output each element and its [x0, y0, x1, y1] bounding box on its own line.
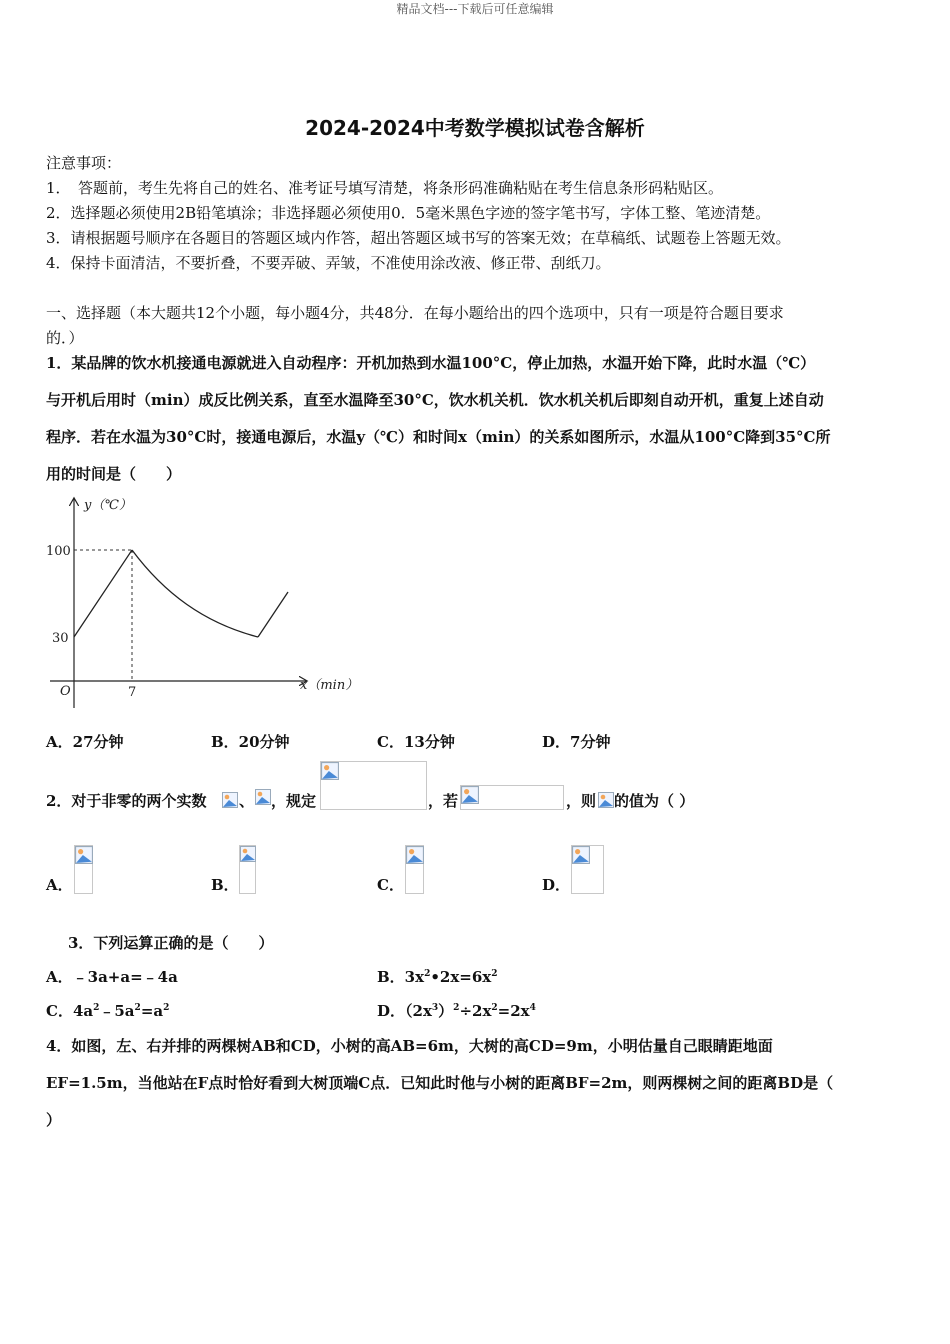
q2-text-1: 2．对于非零的两个实数 [46, 792, 207, 810]
notice-item-4: 4．保持卡面清洁，不要折叠，不要弄破、弄皱，不准使用涂改液、修正带、刮纸刀。 [46, 254, 611, 272]
reheating-segment [258, 592, 288, 637]
q1-line4: 用的时间是（ ） [46, 465, 182, 483]
q1-line1: 1．某品牌的饮水机接通电源就进入自动程序：开机加热到水温100°C，停止加热，水温开始下降，此时水温（℃） [46, 354, 816, 372]
broken-image-icon [255, 789, 271, 805]
q2-text-4: ，若 [428, 792, 459, 810]
tick-label-100: 100 [46, 544, 71, 559]
broken-image-icon [406, 846, 424, 864]
q2-text-6: 的值为（ ） [614, 792, 695, 810]
tick-label-30: 30 [52, 631, 69, 646]
notice-item-2: 2．选择题必须使用2B铅笔填涂；非选择题必须使用0．5毫米黑色字迹的签字笔书写，字体工整、笔迹清楚。 [46, 204, 771, 222]
cooling-curve [132, 550, 258, 637]
notice-item-3: 3．请根据题号顺序在各题目的答题区域内作答，超出答题区域书写的答案无效；在草稿纸、试题卷上答题无效。 [46, 229, 791, 247]
q1-option-c: C．13分钟 [377, 733, 455, 751]
heating-segment [74, 550, 132, 637]
q3-option-c: C．$4a^2﹣5a^2=a^2$ [46, 1002, 170, 1020]
q1-line3: 程序．若在水温为30°C时，接通电源后，水温y（℃）和时间x（min）的关系如图所示，水温从100°C降到35°C所 [46, 428, 831, 446]
q1-option-b: B．20分钟 [211, 733, 290, 751]
document-title: 2024-2024中考数学模拟试卷含解析 [305, 116, 645, 140]
q4-line3: ） [46, 1111, 62, 1129]
notice-heading: 注意事项： [46, 154, 122, 172]
q2-option-a: A． [46, 876, 73, 894]
origin-label: O [60, 684, 71, 699]
q2-option-d: D． [542, 876, 571, 894]
q4-line1: 4．如图，左、右并排的两棵树AB和CD，小树的高AB=6m，大树的高CD=9m，小明估量自己眼睛距地面 [46, 1037, 773, 1055]
x-axis-label: x（min） [300, 678, 359, 693]
broken-image-icon [321, 762, 339, 780]
q2-option-b: B． [211, 876, 239, 894]
q4-line2: EF=1.5m，当他站在F点时恰好看到大树顶端C点．已知此时他与小树的距离BF=2m，则两棵树之间的距离BD是（ [46, 1074, 834, 1092]
broken-image-icon [222, 792, 238, 808]
q2-text-2: 、 [239, 792, 255, 810]
tick-label-7: 7 [128, 685, 137, 700]
q3-option-d: D．$(2x^3)^2\div 2x^2=2x^4$ [377, 1002, 536, 1020]
broken-image-icon [240, 846, 256, 862]
broken-image-icon [461, 786, 479, 804]
broken-image-icon [572, 846, 590, 864]
q3-stem: 3．下列运算正确的是（ ） [68, 934, 274, 952]
q1-line2: 与开机后用时（min）成反比例关系，直至水温降至30°C，饮水机关机．饮水机关机后即刻自动开机，重复上述自动 [46, 391, 824, 409]
y-axis-label: y（℃） [84, 498, 132, 513]
q3-option-b: B．$3x^2•2x=6x^2$ [377, 968, 498, 986]
temperature-time-graph [44, 493, 360, 715]
notice-item-1: 1． 答题前，考生先将自己的姓名、准考证号填写清楚，将条形码准确粘贴在考生信息条形码粘贴区。 [46, 179, 724, 197]
q2-option-c: C． [377, 876, 404, 894]
q1-option-d: D．7分钟 [542, 733, 611, 751]
broken-image-icon [75, 846, 93, 864]
q2-text-5: ，则 [566, 792, 597, 810]
q3-option-a: A．﹣3a+a=﹣4a [46, 968, 178, 986]
section-heading-line1: 一、选择题（本大题共12个小题，每小题4分，共48分．在每小题给出的四个选项中，只有一项是符合题目要求 [46, 304, 784, 322]
broken-image-icon [598, 792, 614, 808]
q2-text-3: ，规定 [271, 792, 317, 810]
q1-option-a: A．27分钟 [46, 733, 124, 751]
section-heading-line2: 的．） [46, 329, 84, 347]
page-header: 精品文档---下载后可任意编辑 [396, 2, 554, 16]
